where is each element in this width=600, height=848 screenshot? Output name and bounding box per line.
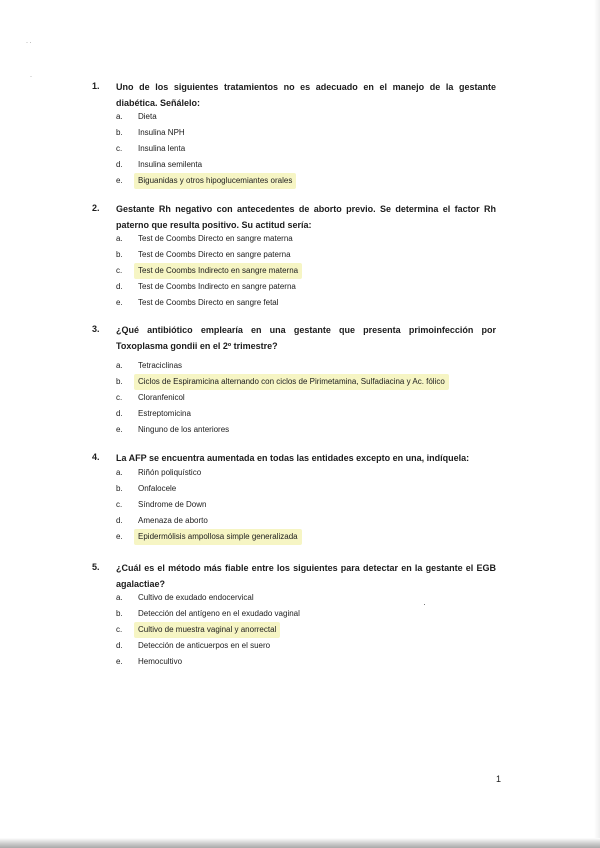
option-a: a. Test de Coombs Directo en sangre materna	[116, 234, 293, 243]
option-c: c. Cloranfenicol	[116, 393, 185, 402]
options-list	[116, 465, 302, 545]
question-number: 5.	[92, 562, 100, 572]
option-c-highlighted: c. Test de Coombs Indirecto en sangre materna	[116, 263, 302, 279]
options-list	[116, 231, 302, 311]
option-b-highlighted: b. Ciclos de Espiramicina alternando con ciclos de Pirimetamina, Sulfadiacina y Ac. fólico	[116, 374, 449, 390]
question-number: 1.	[92, 81, 100, 91]
option-a: a. Tetraciclinas	[116, 361, 183, 370]
option-b: b. Insulina NPH	[116, 128, 185, 137]
question-text: ¿Qué antibiótico emplearía en una gestante que presenta primoinfección por Toxoplasma gondii en el 2º trimestre?	[116, 325, 496, 351]
options-list	[116, 109, 296, 189]
option-d: d. Insulina semilenta	[116, 160, 203, 169]
option-e-highlighted: e. Biguanidas y otros hipoglucemiantes orales	[116, 173, 296, 189]
option-c: c. Insulina lenta	[116, 144, 186, 153]
question-number: 3.	[92, 324, 100, 334]
scan-speck: · ·	[26, 40, 32, 46]
option-c: c. Síndrome de Down	[116, 500, 207, 509]
scan-speck: ·	[30, 74, 32, 80]
option-a: a. Cultivo de exudado endocervical	[116, 593, 254, 602]
option-e: e. Ninguno de los anteriores	[116, 425, 230, 434]
scan-shadow-right	[594, 0, 600, 848]
scan-dot	[424, 604, 425, 605]
option-b: b. Detección del antígeno en el exudado vaginal	[116, 609, 300, 618]
option-d: d. Estreptomicina	[116, 409, 191, 418]
option-d: d. Test de Coombs Indirecto en sangre paterna	[116, 282, 296, 291]
option-a: a. Riñón poliquístico	[116, 468, 202, 477]
page-number: 1	[496, 774, 502, 784]
option-e: e. Test de Coombs Directo en sangre fetal	[116, 298, 279, 307]
options-list	[116, 590, 300, 670]
option-e: e. Hemocultivo	[116, 657, 183, 666]
option-c-highlighted: c. Cultivo de muestra vaginal y anorrectal	[116, 622, 300, 638]
question-text: La AFP se encuentra aumentada en todas las entidades excepto en una, indíquela:	[116, 453, 470, 463]
question-number: 2.	[92, 203, 100, 213]
question-text: ¿Cuál es el método más fiable entre los siguientes para detectar en la gestante el EGB agalactiae?	[116, 563, 496, 589]
question-text: Uno de los siguientes tratamientos no es adecuado en el manejo de la gestante diabética. Señálelo:	[116, 82, 496, 108]
option-e-highlighted: e. Epidermólisis ampollosa simple generalizada	[116, 529, 302, 545]
option-b: b. Test de Coombs Directo en sangre paterna	[116, 250, 291, 259]
scan-shadow-bottom	[0, 838, 600, 848]
option-b: b. Onfalocele	[116, 484, 177, 493]
option-d: d. Detección de anticuerpos en el suero	[116, 641, 271, 650]
options-list	[116, 358, 449, 438]
question-number: 4.	[92, 452, 100, 462]
option-d: d. Amenaza de aborto	[116, 516, 208, 525]
question-text: Gestante Rh negativo con antecedentes de aborto previo. Se determina el factor Rh paterno que resulta positivo. Su actitud sería:	[116, 204, 496, 230]
option-a: a. Dieta	[116, 112, 157, 121]
